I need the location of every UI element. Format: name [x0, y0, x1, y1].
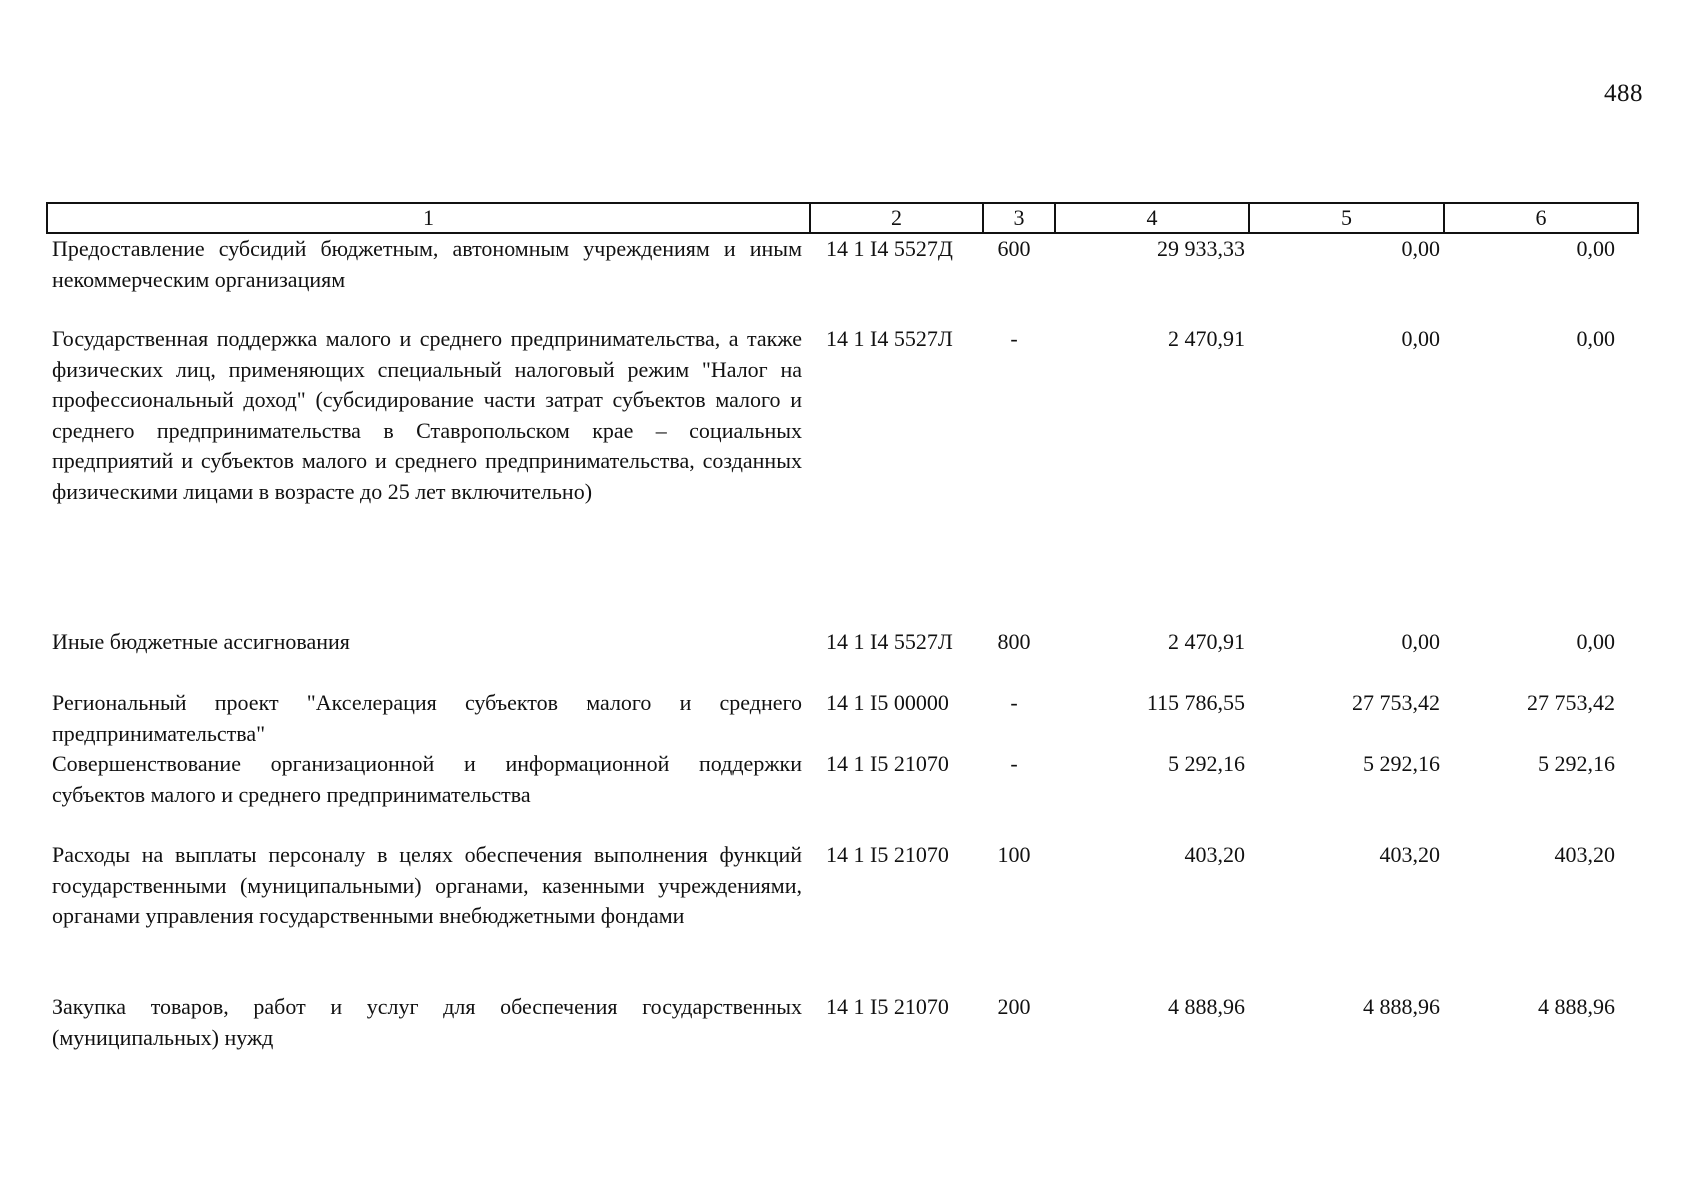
row-sum-3: 403,20 [1554, 842, 1615, 867]
header-row [47, 203, 1638, 233]
row-description: Государственная поддержка малого и среднего предпринимательства, а также физических лиц, применяющих специальный налоговый режим "Налог на профессиональный доход" (субсидирование части затрат субъектов малого и среднего предпринимательства в Ставропольском крае – социальных предприятий и субъектов малого и среднего предпринимательства, созданных физическими лицами в возрасте до 25 лет включительно) [52, 326, 802, 504]
row-sum-1: 4 888,96 [1168, 994, 1245, 1019]
row-sum-3: 27 753,42 [1527, 690, 1615, 715]
table-body [47, 233, 1638, 1062]
row-sum-3: 0,00 [1576, 326, 1615, 351]
row-sum-3: 4 888,96 [1538, 994, 1615, 1019]
row-description: Закупка товаров, работ и услуг для обеспечения государственных (муниципальных) нужд [52, 994, 802, 1050]
row-description: Предоставление субсидий бюджетным, автономным учреждениям и иным некоммерческим организациям [52, 236, 802, 292]
table-header [47, 203, 1638, 233]
budget-table [46, 202, 1639, 1062]
table-row [47, 688, 1638, 749]
row-vr: 100 [997, 842, 1031, 867]
row-description: Иные бюджетные ассигнования [52, 629, 350, 654]
table-row [47, 233, 1638, 324]
row-vr: 200 [997, 994, 1031, 1019]
row-sum-1: 403,20 [1184, 842, 1245, 867]
row-sum-2: 0,00 [1401, 326, 1440, 351]
row-vr: - [1010, 751, 1018, 776]
row-sum-2: 4 888,96 [1363, 994, 1440, 1019]
row-sum-2: 403,20 [1379, 842, 1440, 867]
row-code: 14 1 I5 00000 [826, 690, 949, 715]
row-sum-2: 27 753,42 [1352, 690, 1440, 715]
row-code: 14 1 I4 5527Л [826, 629, 953, 654]
row-sum-1: 29 933,33 [1157, 236, 1245, 261]
table-row [47, 992, 1638, 1062]
row-code: 14 1 I4 5527Д [826, 236, 953, 261]
row-sum-1: 115 786,55 [1146, 690, 1245, 715]
row-sum-1: 2 470,91 [1168, 629, 1245, 654]
row-sum-2: 5 292,16 [1363, 751, 1440, 776]
header-cell-6: 6 [1444, 203, 1638, 233]
header-cell-4: 4 [1055, 203, 1249, 233]
row-sum-3: 0,00 [1576, 629, 1615, 654]
row-code: 14 1 I5 21070 [826, 994, 949, 1019]
row-vr: - [1010, 326, 1018, 351]
header-cell-5: 5 [1249, 203, 1444, 233]
header-cell-1: 1 [47, 203, 810, 233]
table-row [47, 749, 1638, 840]
row-description: Региональный проект "Акселерация субъектов малого и среднего предпринимательства" [52, 690, 802, 746]
page-number: 488 [1604, 80, 1643, 107]
table-row [47, 627, 1638, 688]
row-sum-2: 0,00 [1401, 629, 1440, 654]
row-description: Совершенствование организационной и информационной поддержки субъектов малого и среднего предпринимательства [52, 751, 802, 807]
row-vr: 800 [997, 629, 1031, 654]
row-description: Расходы на выплаты персоналу в целях обеспечения выполнения функций государственными (муниципальными) органами, казенными учреждениями, органами управления государственными внебюджетными фондами [52, 842, 802, 928]
table-row [47, 840, 1638, 992]
table-row [47, 324, 1638, 627]
header-cell-2: 2 [810, 203, 983, 233]
row-sum-1: 2 470,91 [1168, 326, 1245, 351]
row-code: 14 1 I4 5527Л [826, 326, 953, 351]
row-sum-2: 0,00 [1401, 236, 1440, 261]
row-sum-3: 0,00 [1576, 236, 1615, 261]
row-sum-1: 5 292,16 [1168, 751, 1245, 776]
row-vr: 600 [997, 236, 1031, 261]
row-code: 14 1 I5 21070 [826, 842, 949, 867]
row-vr: - [1010, 690, 1018, 715]
row-code: 14 1 I5 21070 [826, 751, 949, 776]
header-cell-3: 3 [983, 203, 1055, 233]
row-sum-3: 5 292,16 [1538, 751, 1615, 776]
